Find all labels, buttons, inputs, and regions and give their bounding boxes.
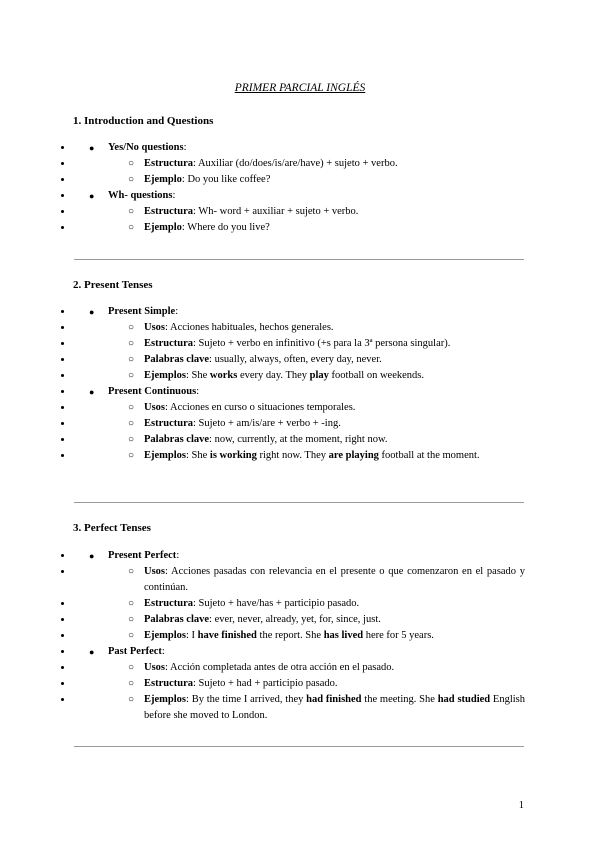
list-item: • ○ Palabras clave: now, currently, at the moment, right now. <box>73 432 525 448</box>
list-item: • ○ Usos: Acción completada antes de otra acción en el pasado. <box>73 660 525 676</box>
list-item: • ○ Estructura: Sujeto + had + participio pasado. <box>73 676 525 692</box>
circle-bullet-icon: • ○ <box>128 614 135 625</box>
section-heading: 3. Perfect Tenses <box>73 522 151 534</box>
list-item: • ○ Estructura: Sujeto + am/is/are + verbo + -ing. <box>73 416 525 432</box>
list-item: • ○ Ejemplos: She works every day. They play football on weekends. <box>73 368 525 384</box>
list-item: • ○ Estructura: Sujeto + verbo en infinitivo (+s para la 3ª persona singular). <box>73 336 525 352</box>
page-number: 1 <box>518 800 524 811</box>
circle-bullet-icon: • ○ <box>128 338 135 349</box>
bullet-icon: • ● <box>89 387 95 397</box>
circle-bullet-icon: • ○ <box>128 694 135 705</box>
circle-bullet-icon: • ○ <box>128 158 135 169</box>
section-list <box>73 140 525 236</box>
circle-bullet-icon: • ○ <box>128 322 135 333</box>
circle-bullet-icon: • ○ <box>128 402 135 413</box>
bullet-icon: • ● <box>89 307 95 317</box>
list-item: • ○ Ejemplo: Do you like coffee? <box>73 172 525 188</box>
circle-bullet-icon: • ○ <box>128 450 135 461</box>
document-title: PRIMER PARCIAL INGLÉS <box>234 82 366 94</box>
circle-bullet-icon: • ○ <box>128 434 135 445</box>
circle-bullet-icon: • ○ <box>128 354 135 365</box>
section-heading: 2. Present Tenses <box>73 279 153 291</box>
list-item: • ○ Ejemplos: By the time I arrived, they had finished the meeting. She had studied English before she moved to London. <box>73 692 525 724</box>
circle-bullet-icon: • ○ <box>128 566 135 577</box>
circle-bullet-icon: • ○ <box>128 174 135 185</box>
list-item: • ○ Usos: Acciones pasadas con relevancia en el presente o que comenzaron en el pasado y continúan. <box>73 564 525 596</box>
circle-bullet-icon: • ○ <box>128 662 135 673</box>
list-item: • ● Present Continuous: <box>73 384 525 400</box>
list-item: • ● Yes/No questions: <box>73 140 525 156</box>
list-item: • ○ Palabras clave: usually, always, often, every day, never. <box>73 352 525 368</box>
list-item: • ○ Estructura: Wh- word + auxiliar + sujeto + verbo. <box>73 204 525 220</box>
circle-bullet-icon: • ○ <box>128 418 135 429</box>
circle-bullet-icon: • ○ <box>128 222 135 233</box>
horizontal-divider <box>74 259 524 260</box>
bullet-icon: • ● <box>89 143 95 153</box>
list-item: • ○ Ejemplos: She is working right now. They are playing football at the moment. <box>73 448 525 464</box>
list-item: • ○ Ejemplos: I have finished the report. She has lived here for 5 years. <box>73 628 525 644</box>
list-item: • ○ Estructura: Sujeto + have/has + participio pasado. <box>73 596 525 612</box>
circle-bullet-icon: • ○ <box>128 630 135 641</box>
bullet-icon: • ● <box>89 551 95 561</box>
section-list <box>73 304 525 464</box>
section-list <box>73 548 525 724</box>
circle-bullet-icon: • ○ <box>128 206 135 217</box>
list-item: • ○ Estructura: Auxiliar (do/does/is/are/have) + sujeto + verbo. <box>73 156 525 172</box>
list-item: • ● Past Perfect: <box>73 644 525 660</box>
circle-bullet-icon: • ○ <box>128 598 135 609</box>
list-item: • ● Wh- questions: <box>73 188 525 204</box>
list-item: • ○ Usos: Acciones habituales, hechos generales. <box>73 320 525 336</box>
horizontal-divider <box>74 502 524 503</box>
circle-bullet-icon: • ○ <box>128 678 135 689</box>
bullet-icon: • ● <box>89 647 95 657</box>
bullet-icon: • ● <box>89 191 95 201</box>
list-item: • ● Present Perfect: <box>73 548 525 564</box>
list-item: • ● Present Simple: <box>73 304 525 320</box>
horizontal-divider <box>74 746 524 747</box>
list-item: • ○ Palabras clave: ever, never, already, yet, for, since, just. <box>73 612 525 628</box>
list-item: • ○ Ejemplo: Where do you live? <box>73 220 525 236</box>
circle-bullet-icon: • ○ <box>128 370 135 381</box>
list-item: • ○ Usos: Acciones en curso o situaciones temporales. <box>73 400 525 416</box>
section-heading: 1. Introduction and Questions <box>73 115 214 127</box>
